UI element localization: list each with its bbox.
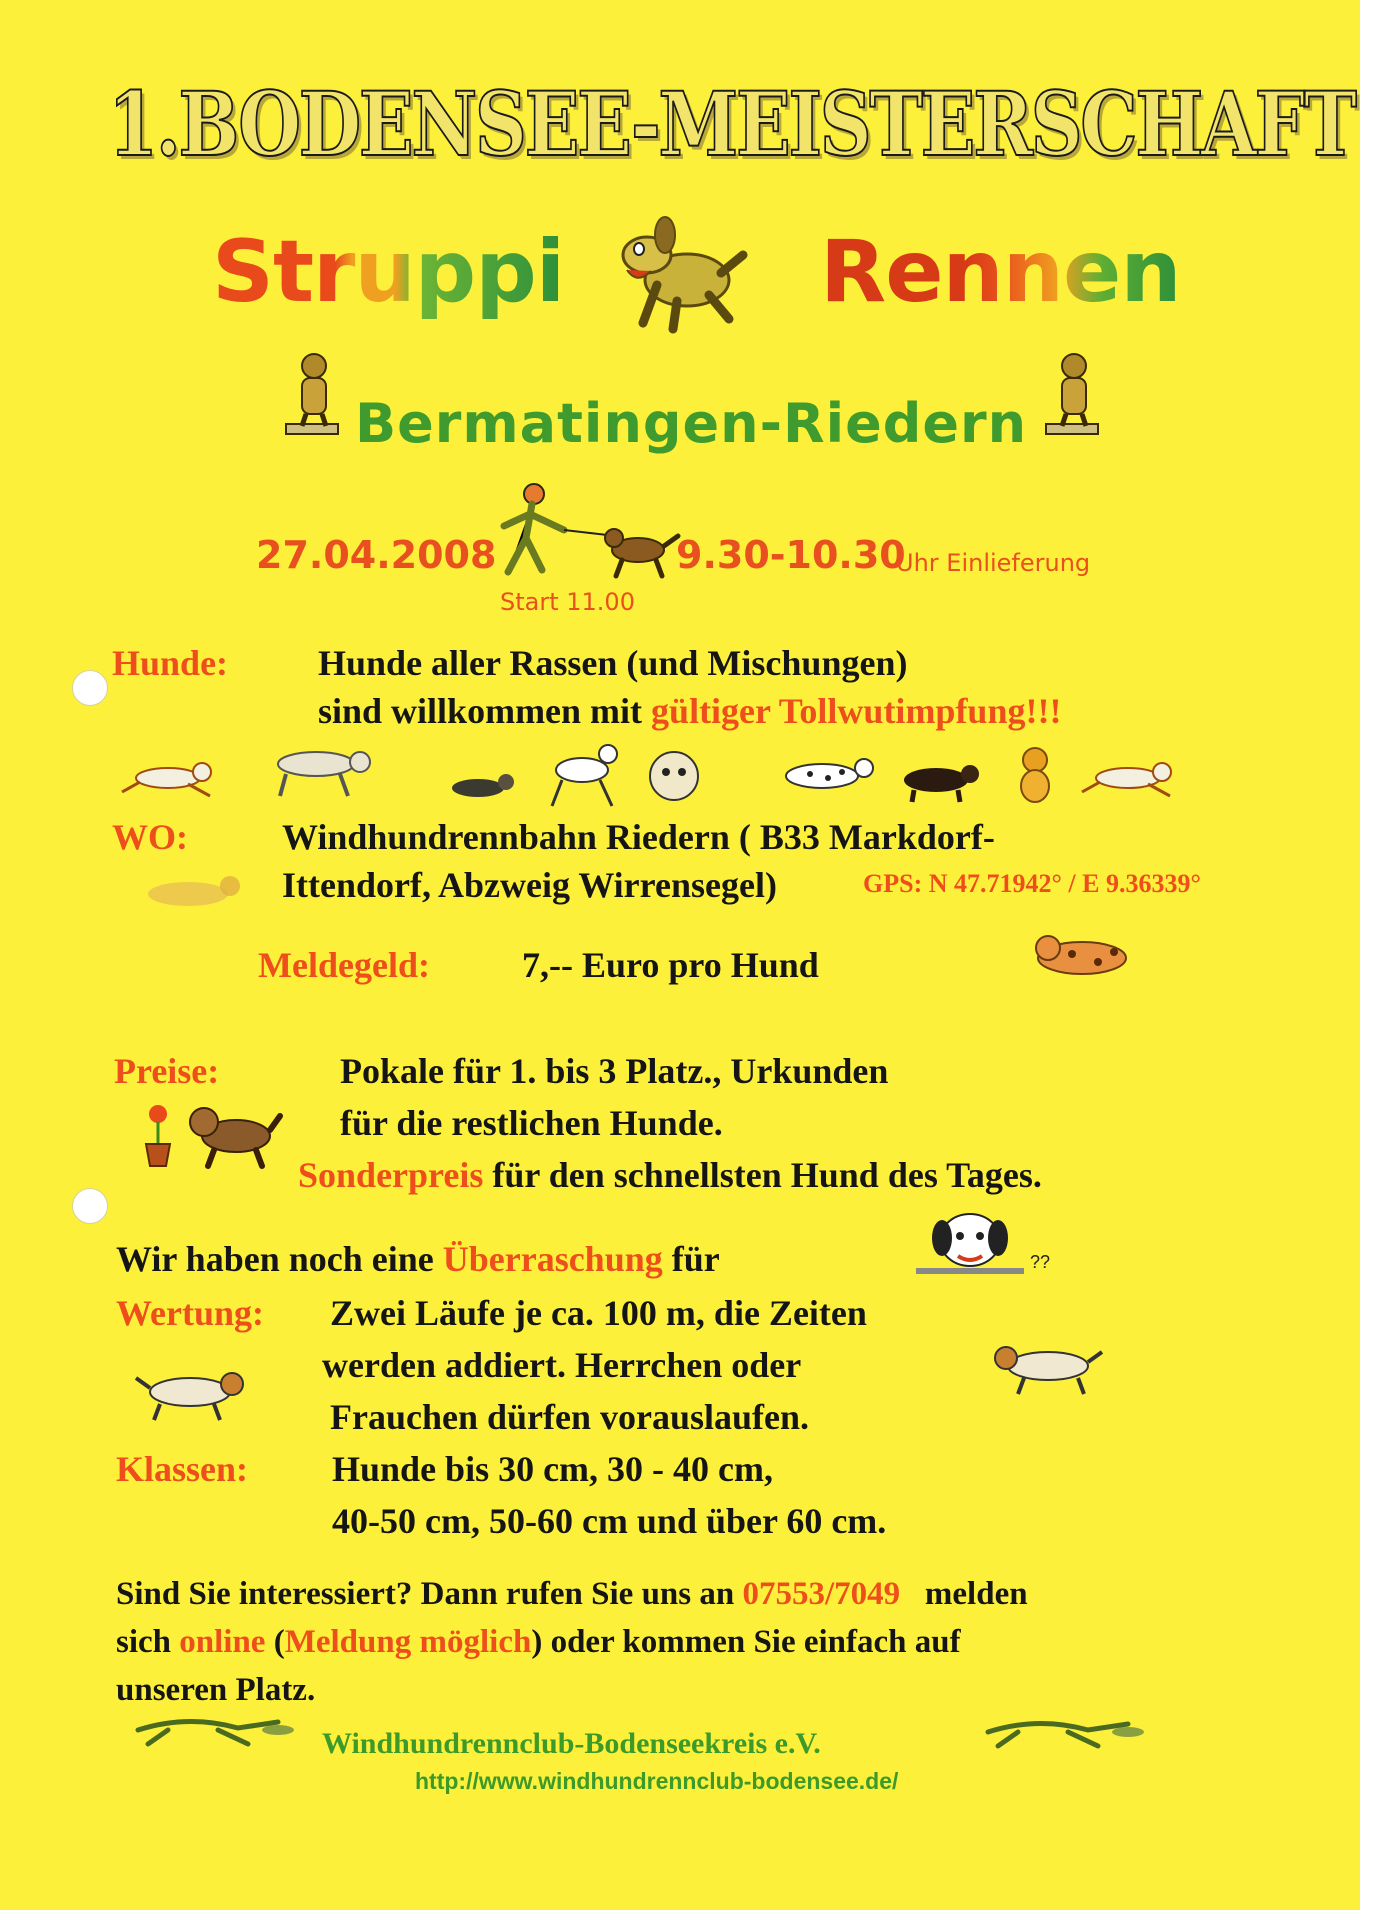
greyhound-icon (128, 1708, 298, 1748)
wo-label: WO: (112, 817, 188, 857)
dog-walker-icon (486, 480, 686, 580)
hound-dog-icon (256, 740, 386, 800)
preise-line3 (298, 1154, 1042, 1196)
hunde-line2 (318, 690, 1061, 732)
open-paren: ( (273, 1624, 285, 1660)
wo-line1: Windhundrennbahn Riedern ( B33 Markdorf- (282, 817, 995, 857)
surprise-line (116, 1238, 720, 1280)
subtitle-rennen (820, 222, 1181, 322)
gps-coordinates: GPS: N 47.71942° / E 9.36339° (863, 869, 1201, 898)
punch-hole-top (72, 670, 108, 706)
dog-breed-row (118, 740, 1198, 810)
terrier-dog-icon (538, 740, 628, 810)
start-time: Start 11.00 (500, 588, 635, 616)
meldung-highlight: Meldung möglich (284, 1624, 532, 1660)
sitting-puppy-icon (1010, 744, 1060, 804)
preise-line3-rest: für den schnellsten Hund des Tages. (492, 1155, 1042, 1195)
punch-hole-bottom (72, 1188, 108, 1224)
hunde-label: Hunde: (112, 643, 229, 683)
hunde-line2-prefix: sind willkommen mit (318, 691, 643, 731)
dachshund-icon (894, 756, 984, 806)
page-title: 1.BODENSEE-MEISTERSCHAFT (108, 72, 1355, 176)
jumping-dog-icon (1022, 918, 1142, 988)
surprise-highlight: Überraschung (442, 1239, 663, 1279)
online-link[interactable]: online (179, 1624, 266, 1660)
wertung-line2: werden addiert. Herrchen oder (322, 1345, 802, 1385)
running-dog-icon (118, 752, 218, 802)
contact-line2-prefix: sich (116, 1624, 172, 1660)
brown-dog-icon (182, 1098, 282, 1168)
running-dog-icon-2 (1078, 752, 1178, 802)
wertung-line1: Zwei Läufe je ca. 100 m, die Zeiten (330, 1293, 867, 1333)
event-date: 27.04.2008 (256, 533, 497, 577)
subtitle-rennen-text: Rennen (820, 222, 1181, 322)
delivery-time: 9.30-10.30 (676, 533, 906, 577)
preise-line2: für die restlichen Hunde. (340, 1103, 723, 1143)
delivery-time-suffix: Uhr Einlieferung (896, 549, 1091, 577)
sonderpreis-highlight: Sonderpreis (298, 1155, 484, 1195)
event-location: Bermatingen-Riedern (355, 392, 1028, 455)
beagle-icon (134, 1362, 254, 1422)
meldegeld-label: Meldegeld: (258, 945, 430, 985)
contact-line2-suffix: ) oder kommen Sie einfach auf (531, 1624, 961, 1660)
wo-line2: Ittendorf, Abzweig Wirrensegel) (282, 865, 777, 905)
beagle-icon-right (984, 1336, 1104, 1396)
surprise-prefix: Wir haben noch eine (116, 1239, 434, 1279)
flower-pot-icon (138, 1100, 178, 1170)
preise-line1: Pokale für 1. bis 3 Platz., Urkunden (340, 1051, 889, 1091)
question-marks: ?? (1030, 1252, 1051, 1272)
meldegeld-value: 7,-- Euro pro Hund (522, 945, 819, 985)
klassen-label: Klassen: (116, 1449, 249, 1489)
standing-dog-icon (282, 352, 342, 442)
contact-line2 (116, 1624, 961, 1661)
cartoon-dog-icon (617, 215, 747, 335)
greyhound-icon-right (978, 1710, 1148, 1750)
club-name: Windhundrennclub-Bodenseekreis e.V. (322, 1727, 821, 1760)
phone-number: 07553/7049 (742, 1576, 901, 1612)
klassen-line2: 40-50 cm, 50-60 cm und über 60 cm. (332, 1501, 887, 1541)
wertung-label: Wertung: (116, 1293, 264, 1333)
dalmatian-dog-icon (770, 746, 880, 806)
running-dog-icon-wo (128, 868, 258, 918)
contact-line1 (116, 1576, 1028, 1613)
dalmatian-puppy-icon (912, 1208, 1028, 1278)
contact-line1-prefix: Sind Sie interessiert? Dann rufen Sie uns an (116, 1576, 735, 1612)
shepherd-dog-icon (440, 768, 520, 808)
standing-dog-icon-right (1042, 352, 1102, 442)
surprise-suffix: für (671, 1239, 720, 1279)
subtitle-struppi-text: Struppi (212, 222, 565, 322)
hunde-line1: Hunde aller Rassen (und Mischungen) (318, 643, 908, 683)
contact-line1-suffix: melden (924, 1576, 1028, 1612)
wertung-line3: Frauchen dürfen vorauslaufen. (330, 1397, 810, 1437)
hunde-line2-highlight: gültiger Tollwutimpfung!!! (651, 691, 1062, 731)
club-url[interactable]: http://www.windhundrennclub-bodensee.de/ (415, 1768, 899, 1794)
contact-line3: unseren Platz. (116, 1672, 316, 1708)
preise-label: Preise: (114, 1051, 220, 1091)
klassen-line1: Hunde bis 30 cm, 30 - 40 cm, (332, 1449, 773, 1489)
bulldog-icon (640, 746, 710, 806)
subtitle-struppi (212, 222, 564, 322)
